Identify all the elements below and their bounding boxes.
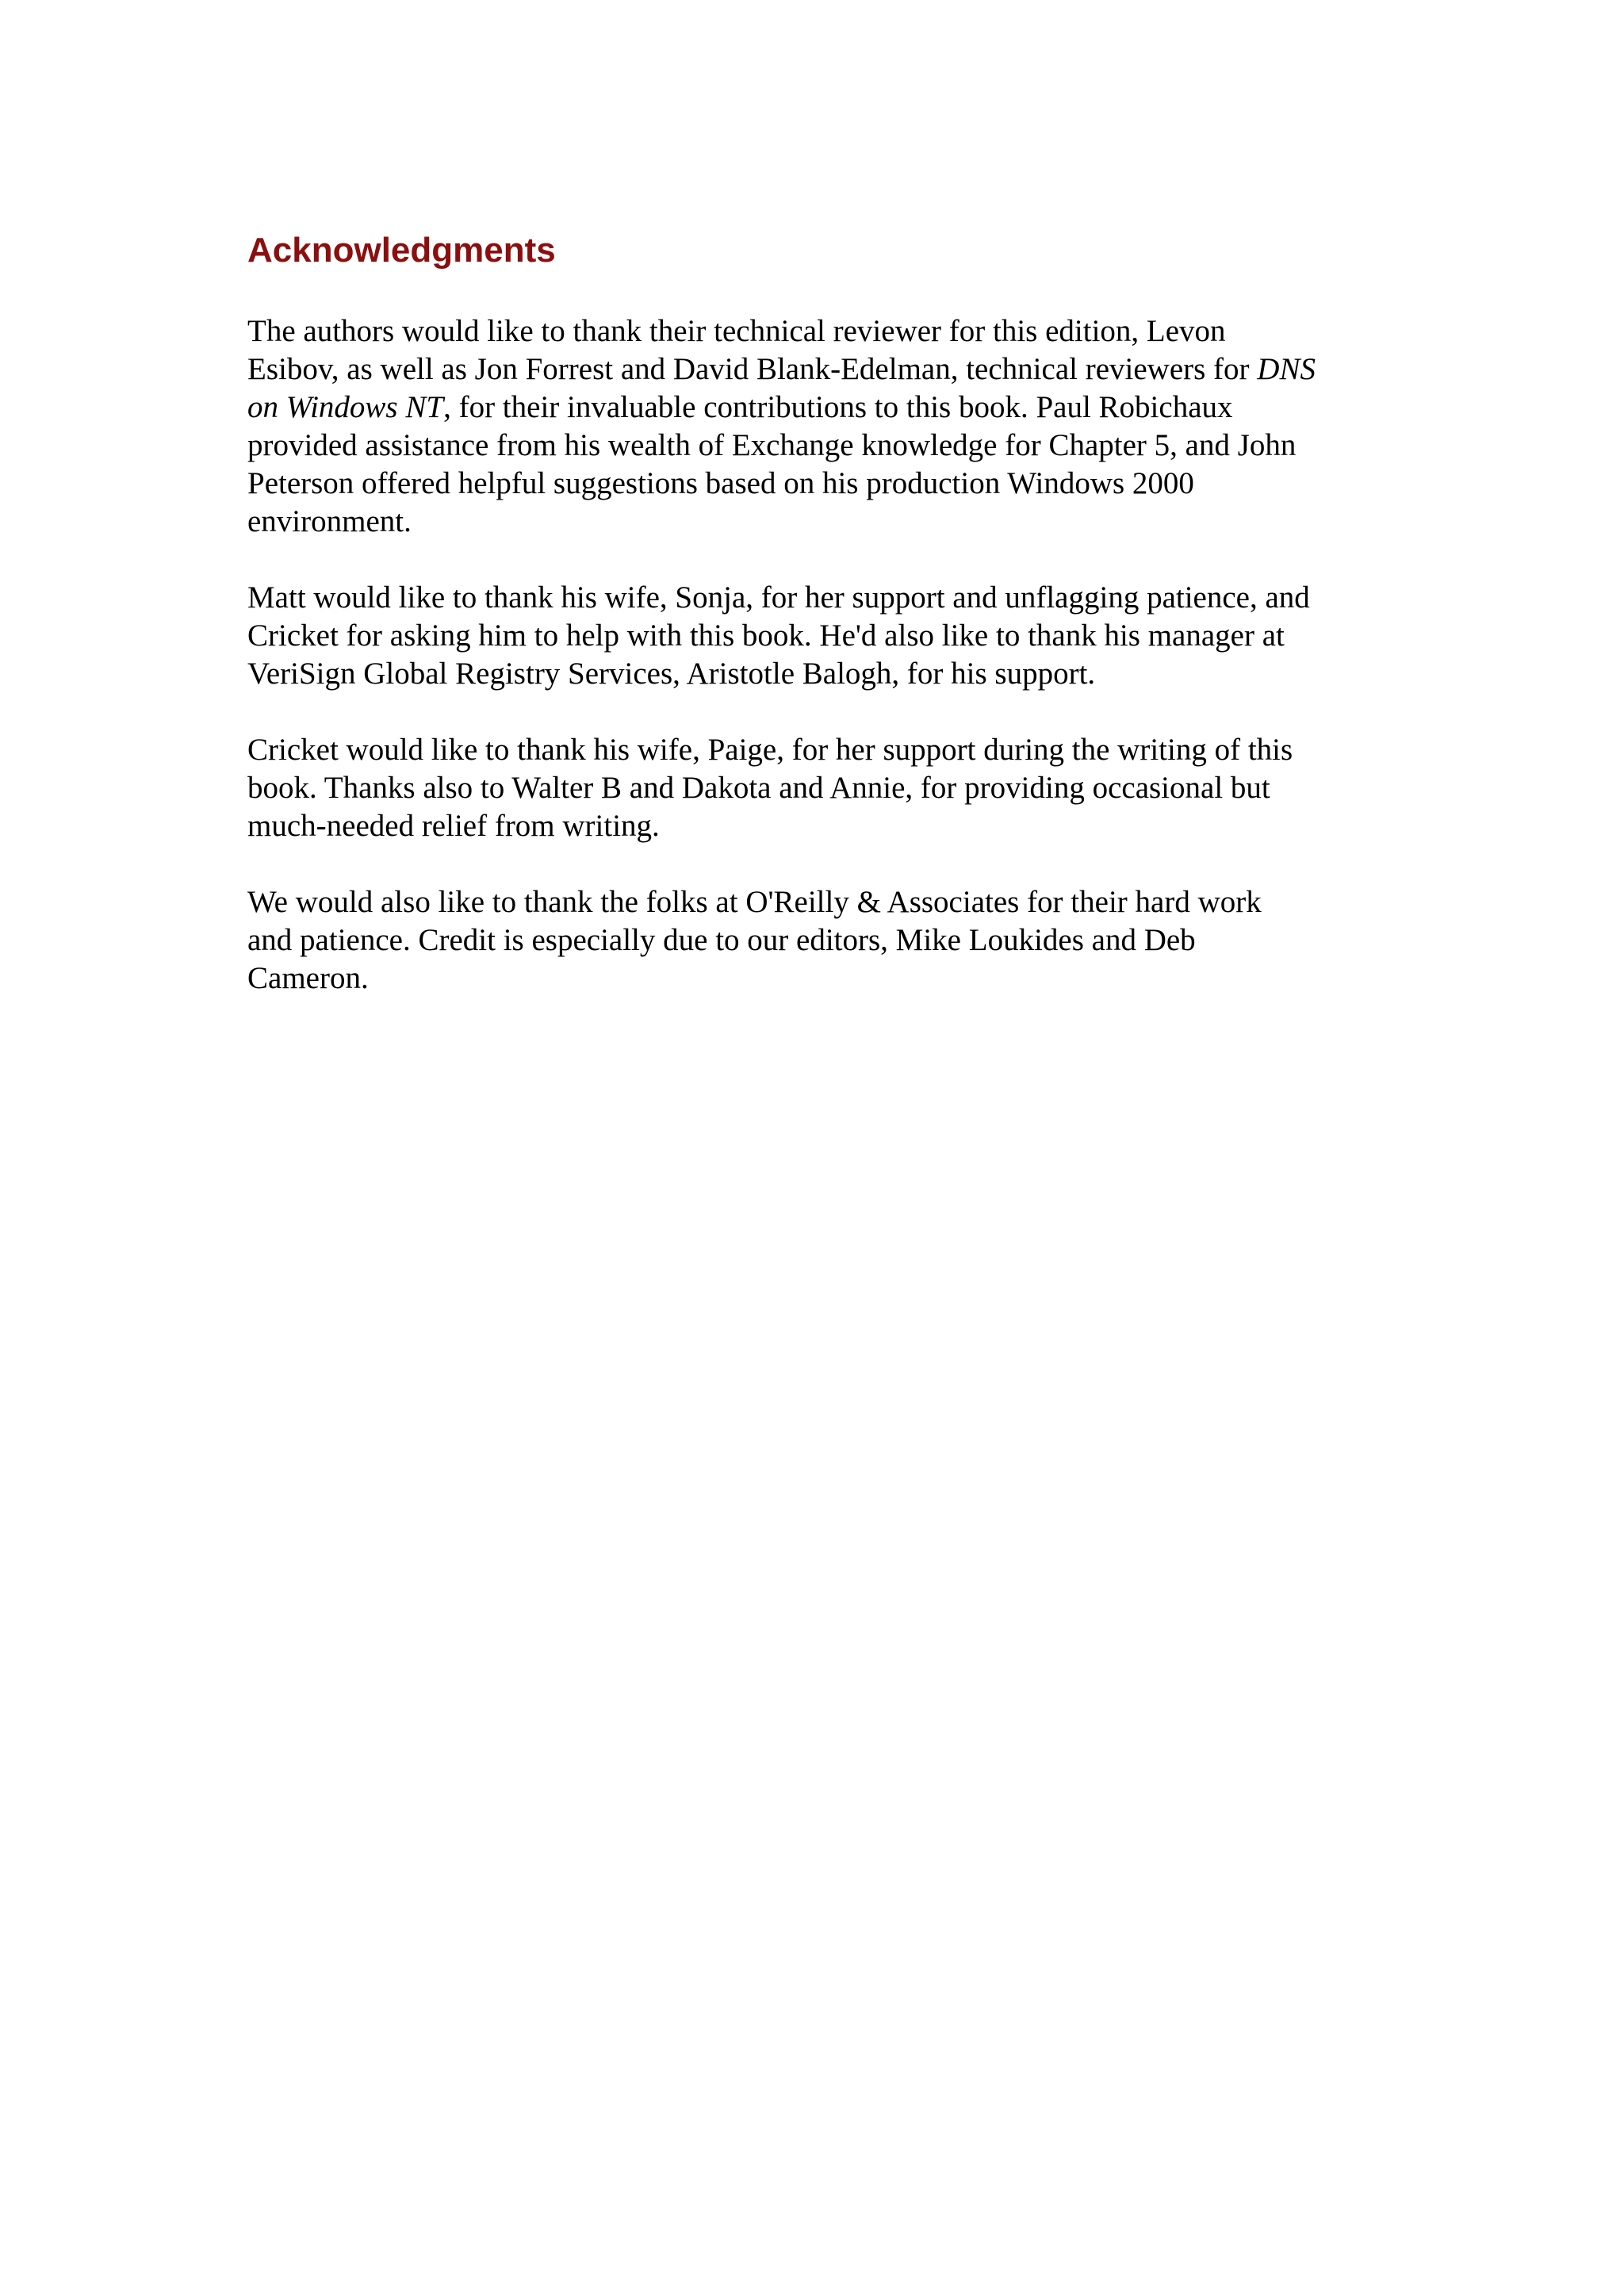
paragraph-line: Cricket for asking him to help with this book. He'd also like to thank his manager at <box>247 618 1285 653</box>
paragraph-line: Cricket would like to thank his wife, Paige, for her support during the writing of this <box>247 733 1293 767</box>
paragraph-line: provided assistance from his wealth of Exchange knowledge for Chapter 5, and John <box>247 428 1297 462</box>
book-title-italic: on Windows NT <box>247 390 444 424</box>
page-title: Acknowledgments <box>247 231 556 270</box>
paragraph-line: VeriSign Global Registry Services, Aristotle Balogh, for his support. <box>247 657 1096 691</box>
paragraph-oreilly <box>247 883 1342 998</box>
paragraph-line: on Windows NT, for their invaluable contributions to this book. Paul Robichaux <box>247 390 1233 424</box>
paragraph-line: environment. <box>247 504 412 538</box>
paragraph-line: We would also like to thank the folks at O'Reilly & Associates for their hard work <box>247 885 1262 919</box>
paragraph-line: and patience. Credit is especially due to our editors, Mike Loukides and Deb <box>247 923 1196 957</box>
acknowledgments-section <box>247 228 1342 1036</box>
paragraph-line: The authors would like to thank their technical reviewer for this edition, Levon <box>247 314 1226 348</box>
paragraph-line: Matt would like to thank his wife, Sonja, for her support and unflagging patience, and <box>247 580 1310 615</box>
book-title-italic: DNS <box>1257 352 1316 386</box>
paragraph-line: much-needed relief from writing. <box>247 809 660 843</box>
paragraph-reviewers <box>247 312 1342 541</box>
paragraph-matt <box>247 579 1342 693</box>
paragraph-line: Peterson offered helpful suggestions based on his production Windows 2000 <box>247 466 1194 500</box>
paragraph-line: book. Thanks also to Walter B and Dakota and Annie, for providing occasional but <box>247 771 1270 805</box>
paragraph-line: Cameron. <box>247 961 369 995</box>
paragraph-line: Esibov, as well as Jon Forrest and David Blank-Edelman, technical reviewers for DNS <box>247 352 1316 386</box>
paragraph-cricket <box>247 731 1342 845</box>
